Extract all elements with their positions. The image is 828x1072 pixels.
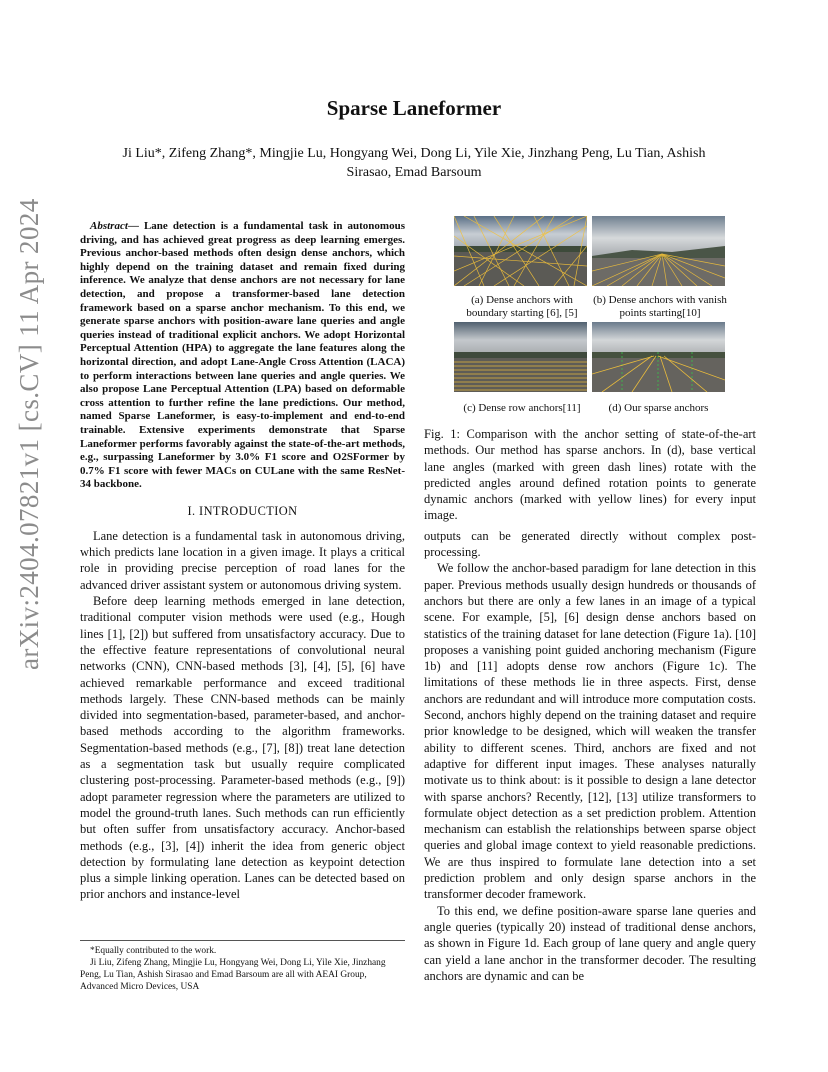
figure-1b-image xyxy=(592,216,725,286)
figure-1c-caption: (c) Dense row anchors[11] xyxy=(463,402,581,414)
footnote xyxy=(80,940,405,993)
figure-1a-image xyxy=(454,216,587,286)
paper-title: Sparse Laneformer xyxy=(326,96,502,120)
figure-1c-image xyxy=(454,322,587,392)
left-column xyxy=(80,220,405,903)
figure-1d-caption: (d) Our sparse anchors xyxy=(608,402,709,414)
paragraph: outputs can be generated directly without complex post-processing. xyxy=(424,528,756,560)
footnote-affiliation: Ji Liu, Zifeng Zhang, Mingjie Lu, Hongyang Wei, Dong Li, Yile Xie, Jinzhang Peng, Lu Tian, Ashish Sirasao and Emad Barsoum are all with AEAI Group, Advanced Micro Devices, USA xyxy=(80,958,386,992)
abstract xyxy=(80,220,405,492)
paragraph: To this end, we define position-aware sparse lane queries and angle queries (typically 20) instead of traditional dense anchors, as shown in Figure 1d. Each group of lane query and angle query can yield a lane anchor in the transformer decoder. The resulting anchors are dynamic and can be xyxy=(424,903,756,983)
arxiv-stamp: arXiv:2404.07821v1 [cs.CV] 11 Apr 2024 xyxy=(14,198,44,670)
right-column xyxy=(424,210,756,984)
section-heading-introduction: I. INTRODUCTION xyxy=(187,503,298,518)
right-body xyxy=(424,528,756,984)
left-body xyxy=(80,528,405,903)
figure-1d-image xyxy=(592,322,725,392)
paragraph: We follow the anchor-based paradigm for lane detection in this paper. Previous methods usually design hundreds or thousands of anchors but there are only a few lanes in an image of a typical scene. For example, [5], [6] design dense anchors based on statistics of the training dataset for lane detection (Figure 1a). [10] proposes a vanishing point guided anchoring mechanism (Figure 1b) and [11] adopts dense row anchors (Figure 1c). The limitations of these methods lie in three aspects. First, dense anchors are redundant and will introduce more computation costs. Second, anchors highly depend on the training dataset and require prior knowledge to be designed, which will weaken the transfer ability to different scenes. Third, anchors are fixed and not adaptive for different input images. These analyses naturally motivate us to think about: is it possible to design a lane detector with sparse anchors? Recently, [12], [13] utilize transformers to formulate object detection as a set prediction problem. Attention mechanism can establish the relationships between sparse object queries and global image context to yield reasonable predictions. We are thus inspired to formulate lane detection into a set prediction problem and only design sparse anchors in the transformer decoder framework. xyxy=(424,561,756,902)
paragraph: Before deep learning methods emerged in lane detection, traditional computer vision methods were used (e.g., Hough lines [1], [2]) but suffered from unsatisfactory accuracy. Due to the effective feature representations of convolutional neural networks (CNN), CNN-based methods [3], [4], [5], [6] have achieved remarkable performance and exceed traditional methods largely. These CNN-based methods can be mainly divided into segmentation-based, parameter-based, and anchor-based methods according to the algorithm frameworks. Segmentation-based methods (e.g., [7], [8]) treat lane detection as a segmentation task but usually require complicated clustering post-processing. Parameter-based methods (e.g., [9]) adopt parameter regression where the parameters are utilized to model the ground-truth lanes. Such methods can run efficiently but often suffer from unsatisfactory accuracy. Anchor-based methods (e.g., [3], [4]) inherit the idea from generic object detection by formulating lane detection as keypoint detection plus a simple linking operation. Lanes can be detected based on prior anchors and instance-level xyxy=(80,594,405,902)
paragraph: Lane detection is a fundamental task in autonomous driving, which predicts lane location in a given image. It plays a critical role in providing precise perception of road lanes for the advanced driver assistant system or autonomous driving system. xyxy=(80,528,405,592)
figure-1-caption: Fig. 1: Comparison with the anchor setting of state-of-the-art methods. Our method has sparse anchors. In (d), base vertical lane angles (marked with green dash lines) rotate with the predicted angles around defined rotation points to generate dynamic anchors (marked with yellow lines) for every input image. xyxy=(424,427,756,523)
figure-1a-caption: (a) Dense anchors with boundary starting [6], [5] xyxy=(466,294,578,319)
figure-1b-caption: (b) Dense anchors with vanish points starting[10] xyxy=(593,294,727,319)
footnote-equal-contribution: *Equally contributed to the work. xyxy=(90,946,217,956)
abstract-label: Abstract xyxy=(90,220,128,232)
author-list: Ji Liu*, Zifeng Zhang*, Mingjie Lu, Hongyang Wei, Dong Li, Yile Xie, Jinzhang Peng, Lu Tian, Ashish Sirasao, Emad Barsoum xyxy=(122,146,706,180)
figure-1 xyxy=(424,210,756,420)
abstract-text: — Lane detection is a fundamental task in autonomous driving, and has achieved great progress as deep learning emerges. Previous anchor-based methods often design dense anchors, which highly depend on the training dataset and remain fixed during inference. We analyze that dense anchors are not necessary for lane detection, and propose a transformer-based lane detection framework based on a sparse anchor mechanism. To this end, we generate sparse anchors with position-aware lane queries and angle queries instead of traditional explicit anchors. We adopt Horizontal Perceptual Attention (HPA) to aggregate the lane features along the horizontal direction, and adopt Lane-Angle Cross Attention (LACA) to perform interactions between lane queries and angle queries. We also propose Lane Perceptual Attention (LPA) based on deformable cross attention to further refine the lane predictions. Our method, named Sparse Laneformer, is easy-to-implement and end-to-end trainable. Extensive experiments demonstrate that Sparse Laneformer performs favorably against the state-of-the-art methods, e.g., surpassing Laneformer by 3.0% F1 score and O2SFormer by 0.7% F1 score with fewer MACs on CULane with the same ResNet-34 backbone. xyxy=(80,220,405,491)
